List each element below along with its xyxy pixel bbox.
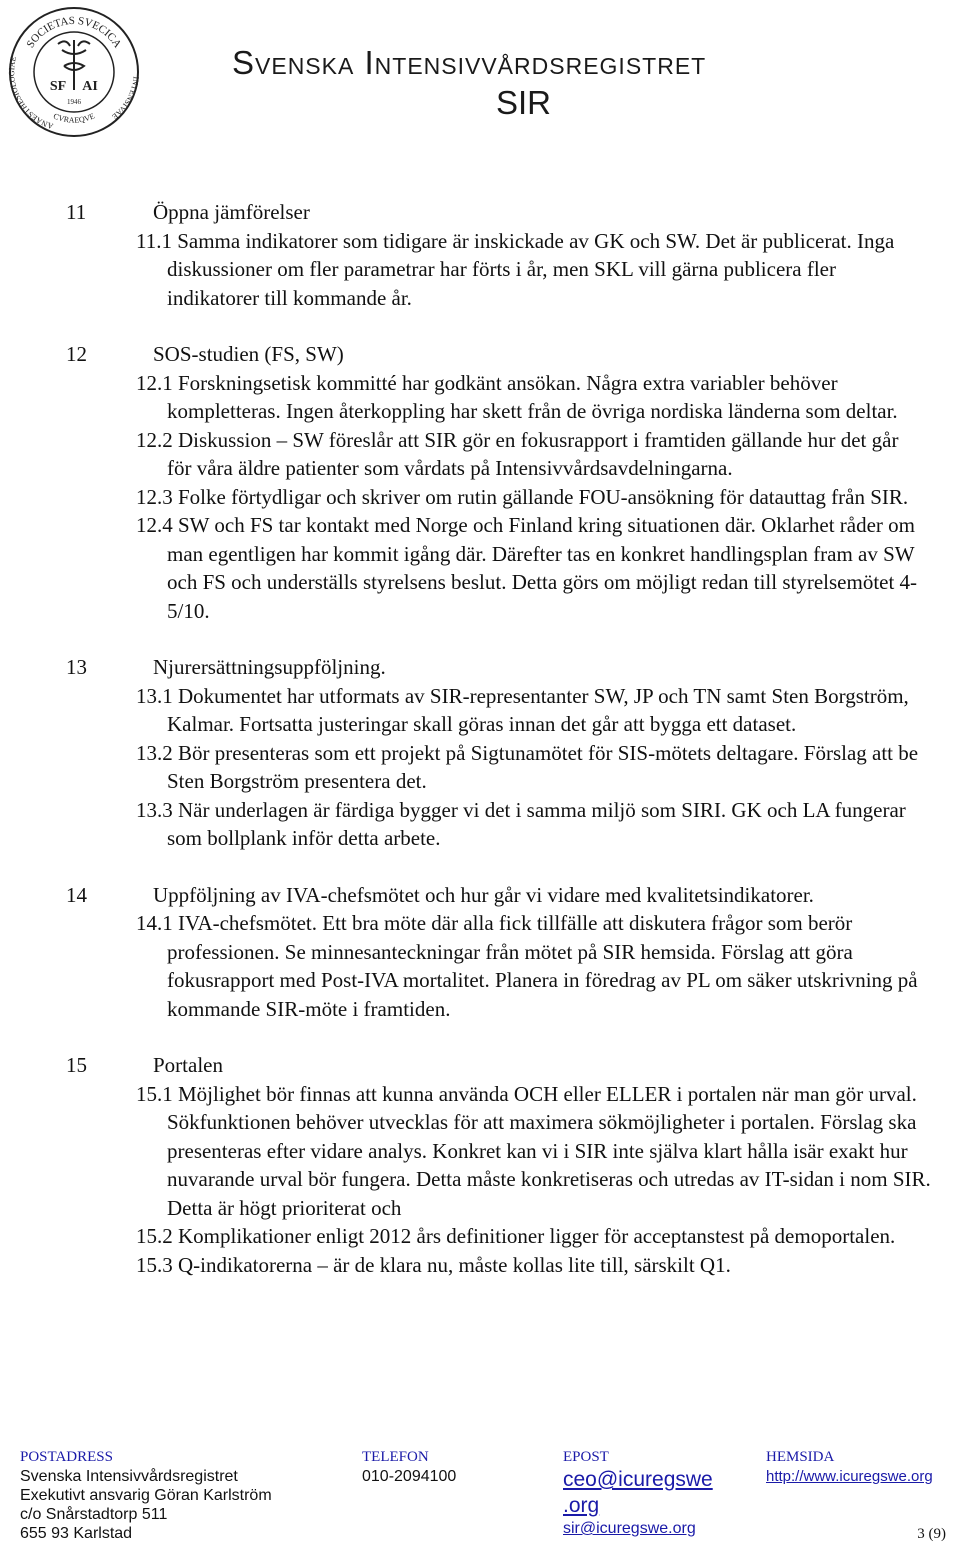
agenda-item: 12.1 Forskningsetisk kommitté har godkänt ansökan. Några extra variabler behöver kompletteras. Ingen återkoppling har skett från de övriga nordiska länderna som deltar. [136, 370, 898, 423]
section-title: Öppna jämförelser [153, 200, 310, 224]
section-number: 12 [66, 342, 87, 366]
footer-hemsida [766, 1448, 933, 1486]
seal-letters-left: SF [49, 79, 67, 94]
section-title: Njurersättningsuppföljning. [153, 655, 386, 679]
footer-label-epost: EPOST [563, 1449, 609, 1465]
footer-label-telefon: TELEFON [362, 1449, 429, 1465]
section-number: 14 [66, 882, 87, 907]
agenda-section [0, 198, 960, 312]
seal-text-left: ANAESTHESIOLOGIAE [7, 55, 55, 131]
agenda-section [0, 653, 960, 853]
footer-label-postadress: POSTADRESS [20, 1449, 113, 1465]
section-title: SOS-studien (FS, SW) [153, 342, 344, 366]
svg-text:INTENSIVAE [110, 76, 140, 121]
agenda-item: 13.3 När underlagen är färdiga bygger vi det i samma miljö som SIRI. GK och LA fungerar som bollplank inför detta arbete. [136, 797, 906, 850]
section-number: 13 [66, 655, 87, 679]
organization-name: Svenska Intensivvårdsregistret [232, 44, 707, 81]
society-seal-logo [6, 4, 142, 140]
section-title: Uppföljning av IVA-chefsmötet och hur går vi vidare med kvalitetsindikatorer. [153, 882, 814, 907]
agenda-item: 15.1 Möjlighet bör finnas att kunna använda OCH eller ELLER i portalen när man gör urval. Sökfunktionen behöver utvecklas för att maximera sökmöjligheter i portalen. Förslag ska presenteras efter vidare analys. Konkret kan vi i SIR inte själva klart hålla isär exakt hur nuvarande urval bör fungera. Detta måste konkretiseras och utredas av IT-sidan i nom SIR. Detta är högt prioriterat och [136, 1081, 931, 1220]
page-footer [0, 1448, 960, 1550]
footer-address-line: Exekutivt ansvarig Göran Karlström [20, 1487, 272, 1504]
seal-text-top: SOCIETAS SVECICA [24, 14, 124, 51]
organization-abbreviation: SIR [496, 84, 552, 121]
footer-phone-number: 010-2094100 [362, 1468, 457, 1485]
svg-text:CVRAEQVE [52, 111, 96, 124]
agenda-section [0, 881, 960, 1024]
footer-epost [563, 1448, 713, 1538]
section-number: 15 [66, 1053, 87, 1077]
section-title: Portalen [153, 1053, 223, 1077]
footer-postadress [20, 1448, 272, 1543]
footer-address-line: c/o Snårstadtorp 511 [20, 1506, 168, 1523]
agenda-item: 14.1 IVA-chefsmötet. Ett bra möte där alla fick tillfälle att diskutera frågor som berör professionen. Se minnesanteckningar från mötet på SIR hemsida. Förslag att göra fokusrapport med Post-IVA mortalitet. Planera in föredrag av PL om säker utskrivning på kommande SIR-möte i framtiden. [136, 911, 918, 1021]
footer-telefon [362, 1448, 456, 1486]
seal-letters-right: AI [82, 79, 98, 94]
agenda-item: 12.3 Folke förtydligar och skriver om rutin gällande FOU-ansökning för datauttag från SIR. [136, 484, 909, 509]
agenda-item: 13.1 Dokumentet har utformats av SIR-representanter SW, JP och TN samt Sten Borgström, Kalmar. Fortsatta justeringar skall göras innan det går att bygga ett dataset. [136, 683, 909, 736]
agenda-item: 12.4 SW och FS tar kontakt med Norge och Finland kring situationen där. Oklarhet råder om man egentligen har kommit igång där. Därefter tas en konkret handlingsplan fram av SW och FS och underställs styrelsens beslut. Detta görs om möjligt redan till styrelsemötet 4-5/10. [136, 513, 918, 623]
agenda-item: 15.3 Q-indikatorerna – är de klara nu, måste kollas lite till, särskilt Q1. [136, 1252, 731, 1277]
agenda-section [0, 1051, 960, 1279]
agenda-item: 15.2 Komplikationer enligt 2012 års definitioner ligger för acceptanstest på demoportalen. [136, 1224, 896, 1248]
agenda-item: 11.1 Samma indikatorer som tidigare är inskickade av GK och SW. Det är publicerat. Inga diskussioner om fler parametrar har förts i år, men SKL vill gärna publicera fler indikatorer till kommande år. [136, 228, 895, 310]
page-number: 3 (9) [917, 1526, 946, 1542]
footer-website-link[interactable]: http://www.icuregswe.org [766, 1468, 933, 1485]
section-number: 11 [66, 200, 87, 224]
footer-email-link-continued[interactable]: .org [563, 1494, 600, 1517]
seal-text-bottom: CVRAEQVE [52, 111, 96, 125]
footer-label-hemsida: HEMSIDA [766, 1449, 835, 1465]
seal-year: 1946 [67, 98, 81, 106]
minutes-body [0, 198, 960, 1307]
agenda-item: 12.2 Diskussion – SW föreslår att SIR gör en fokusrapport i framtiden gällande hur det går för våra äldre patienter som vårdats på Intensivvårdsavdelningarna. [136, 427, 899, 480]
agenda-section [0, 340, 960, 625]
seal-text-right: INTENSIVAE [110, 76, 141, 122]
footer-address-line: Svenska Intensivvårdsregistret [20, 1468, 238, 1485]
footer-email-link-sir[interactable]: sir@icuregswe.org [563, 1520, 696, 1537]
agenda-item: 13.2 Bör presenteras som ett projekt på Sigtunamötet för SIS-mötets deltagare. Förslag att be Sten Borgström presentera det. [136, 740, 919, 793]
footer-address-line: 655 93 Karlstad [20, 1525, 133, 1542]
svg-text:ANAESTHESIOLOGIAE [7, 55, 54, 130]
footer-email-link[interactable]: ceo@icuregswe [563, 1468, 713, 1491]
